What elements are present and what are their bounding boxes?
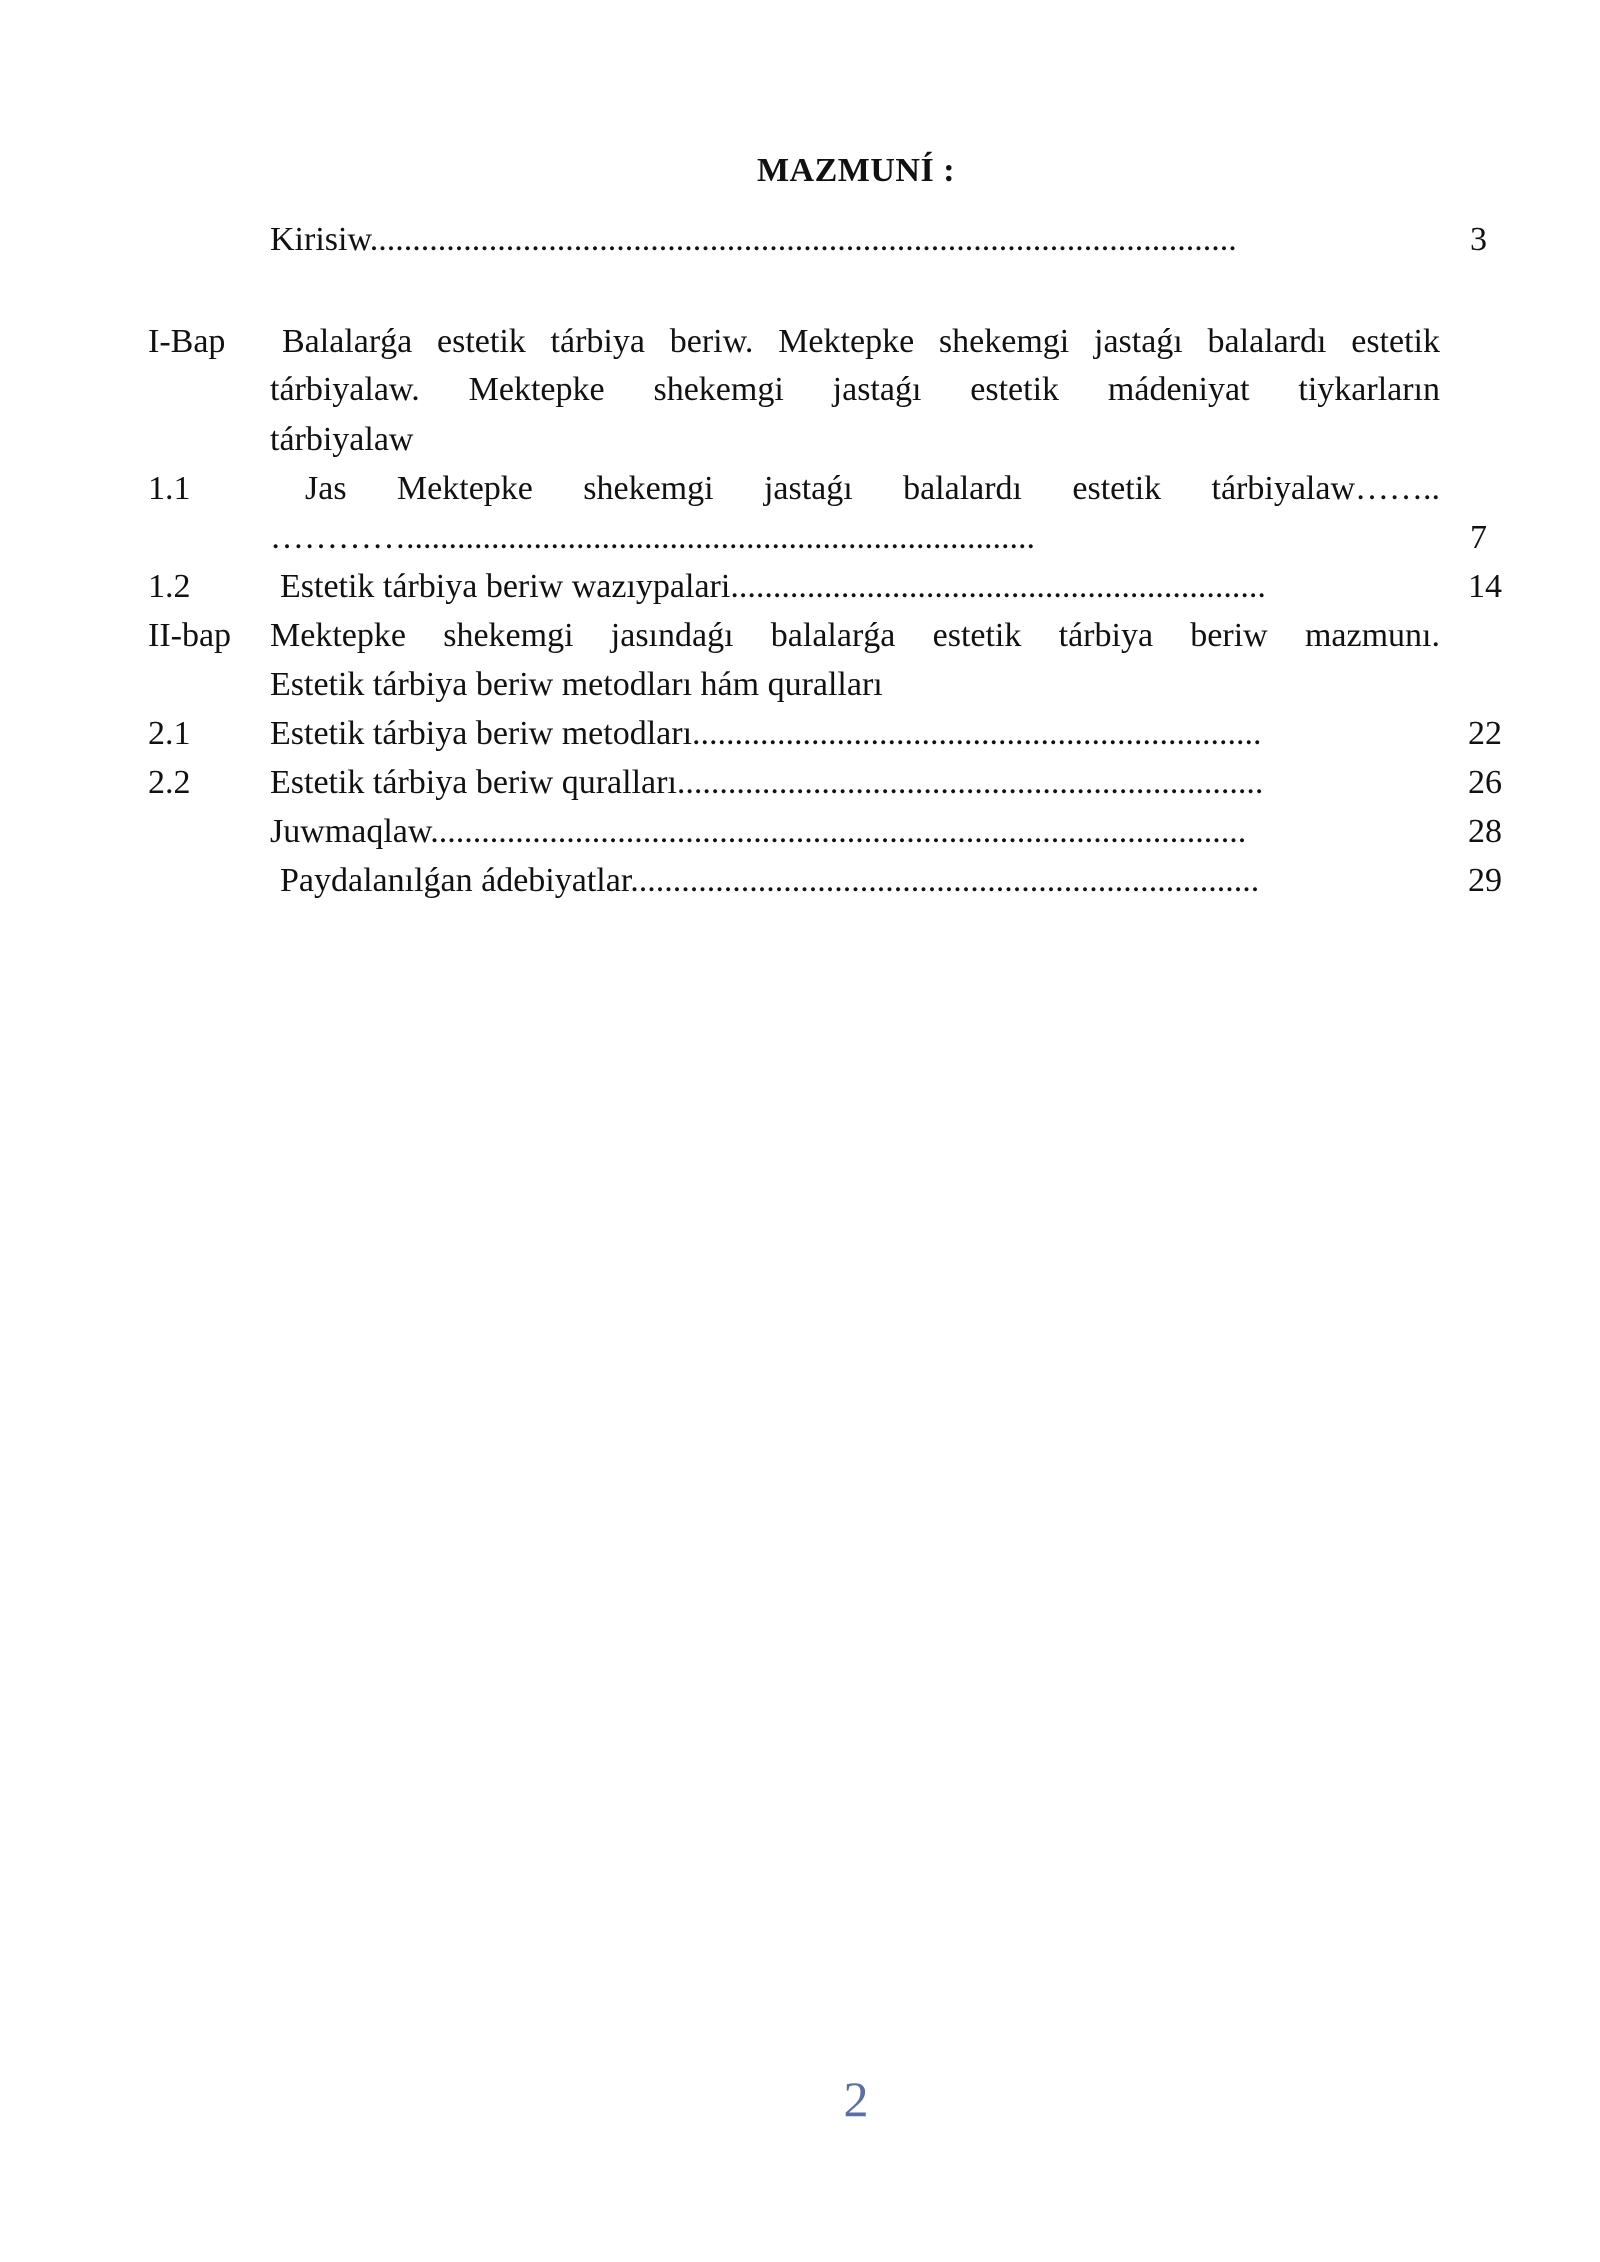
toc-label-2-2: 2.2 xyxy=(148,764,191,801)
toc-page-1-1: 7 xyxy=(1470,519,1487,556)
toc-entry-bap1-line3: tárbiyalaw xyxy=(270,421,414,458)
toc-page-2-1: 22 xyxy=(1468,715,1502,752)
toc-entry-1-1-line2: ………….......................................................................... xyxy=(270,519,1035,556)
page-title: MAZMUNÍ : xyxy=(756,152,956,189)
toc-page-2-2: 26 xyxy=(1468,764,1502,801)
toc-entry-1-2: Estetik tárbiya beriw wazıypalari............................................................... xyxy=(280,568,1266,605)
toc-page-1-2: 14 xyxy=(1468,568,1502,605)
toc-entry-bap2-line2: Estetik tárbiya beriw metodları hám quralları xyxy=(270,666,883,703)
toc-entry-2-1: Estetik tárbiya beriw metodları................................................................... xyxy=(270,715,1262,752)
toc-entry-bap1-line1: Balalarǵa estetik tárbiya beriw. Mektepke shekemgi jastaǵı balalardı estetik xyxy=(282,323,1440,360)
toc-label-bap1: I-Bap xyxy=(148,323,226,360)
toc-label-bap2: II-bap xyxy=(148,617,232,654)
toc-entry-1-1-line1: Jas Mektepke shekemgi jastaǵı balalardı estetik tárbiyalaw…….. xyxy=(305,470,1440,507)
toc-page-juwmaqlaw: 28 xyxy=(1468,813,1502,850)
toc-entry-bap1-line2: tárbiyalaw. Mektepke shekemgi jastaǵı estetik mádeniyat tiykarların xyxy=(270,371,1440,408)
toc-page-adebiyatlar: 29 xyxy=(1468,862,1502,899)
toc-entry-juwmaqlaw: Juwmaqlaw................................................................................................ xyxy=(270,813,1247,850)
toc-label-2-1: 2.1 xyxy=(148,715,191,752)
toc-page-kirisiw: 3 xyxy=(1470,221,1487,258)
toc-entry-adebiyatlar: Paydalanılǵan ádebiyatlar.......................................................................... xyxy=(280,862,1260,899)
toc-label-1-1: 1.1 xyxy=(148,470,191,507)
page-number: 2 xyxy=(843,2071,869,2127)
toc-entry-bap2-line1: Mektepke shekemgi jasındaǵı balalarǵa estetik tárbiya beriw mazmunı. xyxy=(270,617,1440,654)
toc-label-1-2: 1.2 xyxy=(148,568,191,605)
toc-entry-2-2: Estetik tárbiya beriw quralları..................................................................... xyxy=(270,764,1264,801)
toc-entry-kirisiw: Kirisiw...................................................................................................... xyxy=(270,221,1237,258)
